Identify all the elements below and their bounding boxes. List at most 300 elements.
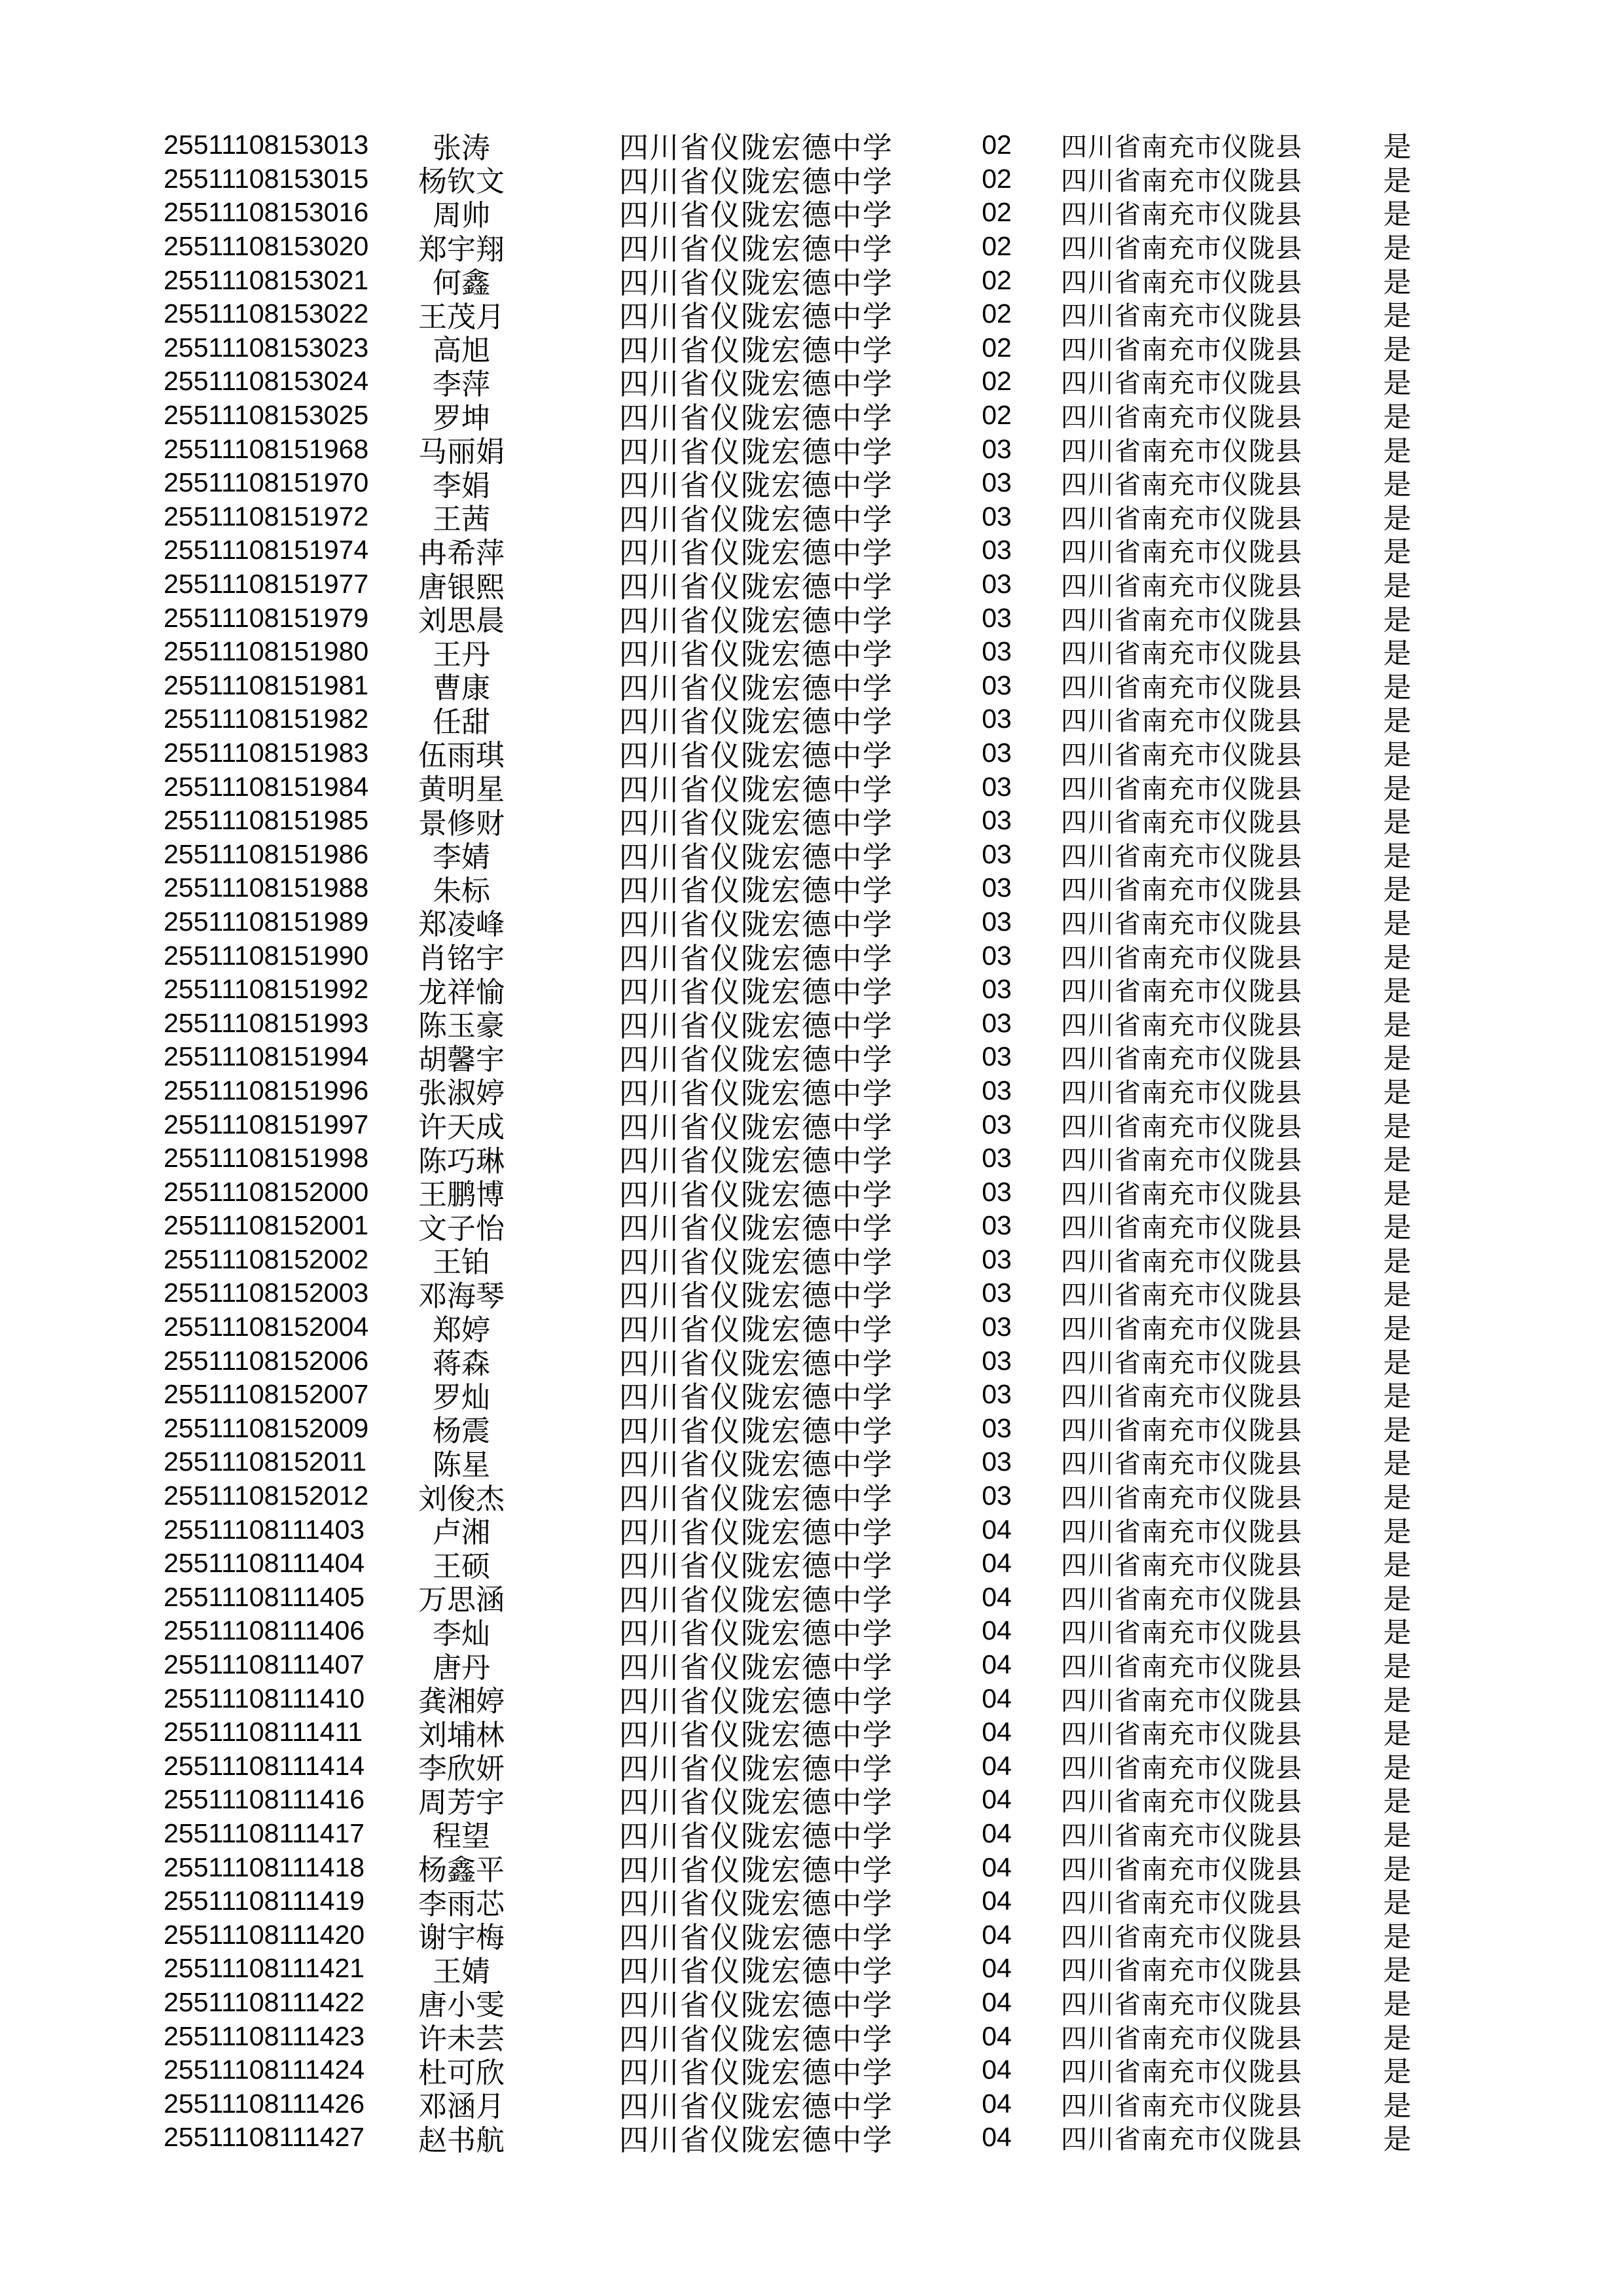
school-cell: 四川省仪陇宏德中学 bbox=[619, 1414, 893, 1448]
table-row bbox=[0, 263, 1623, 300]
school-cell: 四川省仪陇宏德中学 bbox=[619, 571, 893, 604]
exam-id-cell: 25511108151982 bbox=[164, 704, 369, 734]
region-cell: 四川省南充市仪陇县 bbox=[1061, 774, 1302, 804]
region-cell: 四川省南充市仪陇县 bbox=[1061, 1820, 1302, 1850]
exam-id-cell: 25511108151972 bbox=[164, 501, 369, 531]
name-cell: 任甜 bbox=[433, 706, 490, 738]
name-cell: 文子怡 bbox=[418, 1212, 505, 1245]
class-cell: 03 bbox=[982, 1176, 1012, 1207]
school-cell: 四川省仪陇宏德中学 bbox=[619, 1280, 893, 1313]
region-cell: 四川省南充市仪陇县 bbox=[1061, 2057, 1302, 2087]
name-cell: 何鑫 bbox=[433, 267, 490, 300]
name-cell: 陈巧琳 bbox=[418, 1145, 505, 1177]
table-row bbox=[0, 1817, 1623, 1851]
flag-cell: 是 bbox=[1383, 334, 1412, 366]
table-row bbox=[0, 1344, 1623, 1378]
region-cell: 四川省南充市仪陇县 bbox=[1061, 1213, 1302, 1243]
name-cell: 唐银熙 bbox=[418, 571, 505, 603]
table-row bbox=[0, 1918, 1623, 1952]
exam-id-cell: 25511108152011 bbox=[164, 1446, 367, 1477]
table-row bbox=[0, 1006, 1623, 1043]
school-cell: 四川省仪陇宏德中学 bbox=[619, 2124, 893, 2157]
exam-id-cell: 25511108111410 bbox=[164, 1683, 365, 1713]
table-row bbox=[0, 1040, 1623, 1077]
flag-cell: 是 bbox=[1383, 740, 1412, 771]
region-cell: 四川省南充市仪陇县 bbox=[1061, 1044, 1302, 1074]
name-cell: 龚湘婷 bbox=[418, 1685, 505, 1718]
flag-cell: 是 bbox=[1383, 672, 1412, 704]
exam-id-cell: 25511108111422 bbox=[164, 1986, 365, 2017]
name-cell: 王硕 bbox=[433, 1550, 490, 1583]
name-cell: 李雨芯 bbox=[418, 1888, 505, 1920]
school-cell: 四川省仪陇宏德中学 bbox=[619, 1685, 893, 1718]
name-cell: 李娟 bbox=[433, 469, 490, 502]
school-cell: 四川省仪陇宏德中学 bbox=[619, 706, 893, 739]
flag-cell: 是 bbox=[1383, 1111, 1412, 1143]
school-cell: 四川省仪陇宏德中学 bbox=[619, 402, 893, 435]
table-row bbox=[0, 2121, 1623, 2155]
class-cell: 03 bbox=[982, 602, 1012, 633]
exam-id-cell: 25511108151984 bbox=[164, 771, 369, 802]
table-row bbox=[0, 1614, 1623, 1651]
flag-cell: 是 bbox=[1383, 1584, 1412, 1615]
region-cell: 四川省南充市仪陇县 bbox=[1061, 403, 1302, 433]
class-cell: 03 bbox=[982, 1075, 1012, 1105]
class-cell: 03 bbox=[982, 940, 1012, 971]
region-cell: 四川省南充市仪陇县 bbox=[1061, 841, 1302, 871]
flag-cell: 是 bbox=[1383, 1077, 1412, 1109]
school-cell: 四川省仪陇宏德中学 bbox=[619, 908, 893, 941]
exam-id-cell: 25511108151996 bbox=[164, 1075, 369, 1105]
name-cell: 肖铭宇 bbox=[418, 942, 505, 975]
table-row bbox=[0, 533, 1623, 570]
table-row bbox=[0, 1175, 1623, 1209]
region-cell: 四川省南充市仪陇县 bbox=[1061, 1314, 1302, 1344]
table-row bbox=[0, 331, 1623, 365]
school-cell: 四川省仪陇宏德中学 bbox=[619, 739, 893, 772]
class-cell: 02 bbox=[982, 197, 1012, 228]
school-cell: 四川省仪陇宏德中学 bbox=[619, 266, 893, 300]
name-cell: 高旭 bbox=[433, 334, 490, 367]
region-cell: 四川省南充市仪陇县 bbox=[1061, 1854, 1302, 1884]
school-cell: 四川省仪陇宏德中学 bbox=[619, 807, 893, 840]
region-cell: 四川省南充市仪陇县 bbox=[1061, 2125, 1302, 2155]
exam-id-cell: 25511108151993 bbox=[164, 1007, 369, 1038]
name-cell: 许未芸 bbox=[418, 2023, 505, 2056]
exam-id-cell: 25511108152002 bbox=[164, 1244, 369, 1274]
flag-cell: 是 bbox=[1383, 1685, 1412, 1717]
school-cell: 四川省仪陇宏德中学 bbox=[619, 1314, 893, 1347]
name-cell: 陈星 bbox=[433, 1448, 490, 1481]
region-cell: 四川省南充市仪陇县 bbox=[1061, 267, 1302, 297]
region-cell: 四川省南充市仪陇县 bbox=[1061, 740, 1302, 770]
name-cell: 曹康 bbox=[433, 672, 490, 705]
region-cell: 四川省南充市仪陇县 bbox=[1061, 166, 1302, 196]
name-cell: 王铂 bbox=[433, 1246, 490, 1279]
flag-cell: 是 bbox=[1383, 2125, 1412, 2156]
school-cell: 四川省仪陇宏德中学 bbox=[619, 1145, 893, 1178]
name-cell: 刘俊杰 bbox=[418, 1482, 505, 1515]
region-cell: 四川省南充市仪陇县 bbox=[1061, 368, 1302, 399]
exam-id-cell: 25511108111414 bbox=[164, 1750, 365, 1781]
exam-id-cell: 25511108153022 bbox=[164, 298, 369, 329]
class-cell: 03 bbox=[982, 906, 1012, 937]
class-cell: 02 bbox=[982, 130, 1012, 160]
school-cell: 四川省仪陇宏德中学 bbox=[619, 976, 893, 1009]
school-cell: 四川省仪陇宏德中学 bbox=[619, 604, 893, 637]
school-cell: 四川省仪陇宏德中学 bbox=[619, 1516, 893, 1549]
flag-cell: 是 bbox=[1383, 571, 1412, 603]
flag-cell: 是 bbox=[1383, 774, 1412, 805]
exam-id-cell: 25511108153016 bbox=[164, 197, 369, 228]
table-row bbox=[0, 1783, 1623, 1820]
flag-cell: 是 bbox=[1383, 908, 1412, 940]
flag-cell: 是 bbox=[1383, 1787, 1412, 1818]
exam-id-cell: 25511108151988 bbox=[164, 872, 369, 903]
class-cell: 02 bbox=[982, 332, 1012, 363]
school-cell: 四川省仪陇宏德中学 bbox=[619, 199, 893, 232]
table-row bbox=[0, 1749, 1623, 1784]
table-row bbox=[0, 567, 1623, 604]
name-cell: 卢湘 bbox=[433, 1516, 490, 1549]
name-cell: 杜可欣 bbox=[418, 2056, 505, 2089]
school-cell: 四川省仪陇宏德中学 bbox=[619, 1448, 893, 1482]
flag-cell: 是 bbox=[1383, 470, 1412, 501]
flag-cell: 是 bbox=[1383, 436, 1412, 467]
table-row bbox=[0, 128, 1623, 165]
name-cell: 程望 bbox=[433, 1820, 490, 1853]
flag-cell: 是 bbox=[1383, 875, 1412, 906]
name-cell: 郑宇翔 bbox=[418, 233, 505, 266]
school-cell: 四川省仪陇宏德中学 bbox=[619, 1381, 893, 1414]
table-row bbox=[0, 871, 1623, 908]
table-row bbox=[0, 1107, 1623, 1144]
region-cell: 四川省南充市仪陇县 bbox=[1061, 808, 1302, 838]
table-row bbox=[0, 736, 1623, 770]
table-row bbox=[0, 466, 1623, 503]
flag-cell: 是 bbox=[1383, 1719, 1412, 1751]
exam-id-cell: 25511108151977 bbox=[164, 569, 369, 600]
class-cell: 02 bbox=[982, 366, 1012, 397]
table-row bbox=[0, 939, 1623, 973]
name-cell: 龙祥愉 bbox=[418, 976, 505, 1009]
name-cell: 蒋森 bbox=[433, 1348, 490, 1380]
table-body bbox=[0, 128, 1623, 2155]
region-cell: 四川省南充市仪陇县 bbox=[1061, 537, 1302, 567]
flag-cell: 是 bbox=[1383, 1145, 1412, 1177]
class-cell: 04 bbox=[982, 2088, 1012, 2119]
school-cell: 四川省仪陇宏德中学 bbox=[619, 233, 893, 266]
class-cell: 02 bbox=[982, 298, 1012, 329]
region-cell: 四川省南充市仪陇县 bbox=[1061, 470, 1302, 500]
region-cell: 四川省南充市仪陇县 bbox=[1061, 1483, 1302, 1513]
flag-cell: 是 bbox=[1383, 1415, 1412, 1446]
flag-cell: 是 bbox=[1383, 234, 1412, 265]
table-row bbox=[0, 230, 1623, 264]
region-cell: 四川省南充市仪陇县 bbox=[1061, 301, 1302, 331]
table-row bbox=[0, 669, 1623, 703]
table-row bbox=[0, 1884, 1623, 1921]
table-row bbox=[0, 1141, 1623, 1178]
flag-cell: 是 bbox=[1383, 1314, 1412, 1346]
class-cell: 03 bbox=[982, 433, 1012, 464]
table-row bbox=[0, 635, 1623, 672]
exam-id-cell: 25511108153024 bbox=[164, 366, 369, 397]
flag-cell: 是 bbox=[1383, 1854, 1412, 1886]
school-cell: 四川省仪陇宏德中学 bbox=[619, 1583, 893, 1617]
school-cell: 四川省仪陇宏德中学 bbox=[619, 1077, 893, 1110]
flag-cell: 是 bbox=[1383, 1382, 1412, 1413]
table-row bbox=[0, 1986, 1623, 2020]
name-cell: 万思涵 bbox=[418, 1584, 505, 1617]
region-cell: 四川省南充市仪陇县 bbox=[1061, 1618, 1302, 1648]
exam-id-cell: 25511108152006 bbox=[164, 1345, 369, 1376]
name-cell: 郑婷 bbox=[433, 1314, 490, 1346]
name-cell: 郑凌峰 bbox=[418, 908, 505, 941]
region-cell: 四川省南充市仪陇县 bbox=[1061, 1179, 1302, 1209]
exam-id-cell: 25511108111424 bbox=[164, 2054, 365, 2085]
table-row bbox=[0, 1681, 1623, 1718]
name-cell: 胡馨宇 bbox=[418, 1043, 505, 1076]
school-cell: 四川省仪陇宏德中学 bbox=[619, 1820, 893, 1853]
name-cell: 王茂月 bbox=[418, 300, 505, 333]
school-cell: 四川省仪陇宏德中学 bbox=[619, 1111, 893, 1144]
exam-id-cell: 25511108151989 bbox=[164, 906, 369, 937]
flag-cell: 是 bbox=[1383, 977, 1412, 1008]
school-cell: 四川省仪陇宏德中学 bbox=[619, 1854, 893, 1887]
school-cell: 四川省仪陇宏德中学 bbox=[619, 1550, 893, 1583]
class-cell: 04 bbox=[982, 1649, 1012, 1680]
region-cell: 四川省南充市仪陇县 bbox=[1061, 1145, 1302, 1175]
region-cell: 四川省南充市仪陇县 bbox=[1061, 942, 1302, 973]
class-cell: 04 bbox=[982, 1818, 1012, 1848]
class-cell: 03 bbox=[982, 1041, 1012, 1072]
region-cell: 四川省南充市仪陇县 bbox=[1061, 1989, 1302, 2019]
class-cell: 04 bbox=[982, 2054, 1012, 2085]
name-cell: 伍雨琪 bbox=[418, 740, 505, 772]
region-cell: 四川省南充市仪陇县 bbox=[1061, 1652, 1302, 1682]
name-cell: 张淑婷 bbox=[418, 1077, 505, 1110]
exam-id-cell: 25511108152001 bbox=[164, 1210, 369, 1241]
name-cell: 王鹏博 bbox=[418, 1179, 505, 1211]
school-cell: 四川省仪陇宏德中学 bbox=[619, 942, 893, 975]
region-cell: 四川省南充市仪陇县 bbox=[1061, 132, 1302, 162]
table-row bbox=[0, 365, 1623, 399]
name-cell: 李欣妍 bbox=[418, 1753, 505, 1785]
exam-id-cell: 25511108111404 bbox=[164, 1548, 365, 1579]
class-cell: 03 bbox=[982, 1446, 1012, 1477]
flag-cell: 是 bbox=[1383, 841, 1412, 872]
exam-id-cell: 25511108151985 bbox=[164, 805, 369, 836]
name-cell: 杨震 bbox=[433, 1415, 490, 1448]
school-cell: 四川省仪陇宏德中学 bbox=[619, 1651, 893, 1685]
school-cell: 四川省仪陇宏德中学 bbox=[619, 132, 893, 165]
flag-cell: 是 bbox=[1383, 1449, 1412, 1480]
exam-id-cell: 25511108151998 bbox=[164, 1143, 369, 1174]
flag-cell: 是 bbox=[1383, 1280, 1412, 1312]
class-cell: 03 bbox=[982, 1379, 1012, 1410]
flag-cell: 是 bbox=[1383, 1179, 1412, 1210]
class-cell: 02 bbox=[982, 231, 1012, 262]
exam-id-cell: 25511108111423 bbox=[164, 2020, 365, 2051]
name-cell: 刘埔林 bbox=[418, 1719, 505, 1751]
region-cell: 四川省南充市仪陇县 bbox=[1061, 1685, 1302, 1715]
school-cell: 四川省仪陇宏德中学 bbox=[619, 435, 893, 469]
exam-id-cell: 25511108151986 bbox=[164, 838, 369, 869]
exam-id-cell: 25511108111416 bbox=[164, 1784, 365, 1815]
exam-id-cell: 25511108111403 bbox=[164, 1514, 365, 1545]
class-cell: 04 bbox=[982, 1750, 1012, 1781]
class-cell: 03 bbox=[982, 838, 1012, 869]
school-cell: 四川省仪陇宏德中学 bbox=[619, 1347, 893, 1380]
table-row bbox=[0, 1648, 1623, 1685]
exam-id-cell: 25511108152007 bbox=[164, 1379, 369, 1410]
exam-id-cell: 25511108111420 bbox=[164, 1919, 365, 1950]
class-cell: 04 bbox=[982, 1683, 1012, 1713]
region-cell: 四川省南充市仪陇县 bbox=[1061, 1246, 1302, 1276]
class-cell: 03 bbox=[982, 636, 1012, 667]
flag-cell: 是 bbox=[1383, 1010, 1412, 1041]
region-cell: 四川省南充市仪陇县 bbox=[1061, 672, 1302, 702]
region-cell: 四川省南充市仪陇县 bbox=[1061, 1010, 1302, 1040]
region-cell: 四川省南充市仪陇县 bbox=[1061, 1888, 1302, 1918]
table-row bbox=[0, 2053, 1623, 2090]
table-row bbox=[0, 1479, 1623, 1516]
school-cell: 四川省仪陇宏德中学 bbox=[619, 165, 893, 198]
school-cell: 四川省仪陇宏德中学 bbox=[619, 300, 893, 334]
table-row bbox=[0, 601, 1623, 635]
flag-cell: 是 bbox=[1383, 1246, 1412, 1278]
class-cell: 02 bbox=[982, 400, 1012, 431]
class-cell: 03 bbox=[982, 1412, 1012, 1443]
exam-id-cell: 25511108151970 bbox=[164, 467, 369, 498]
region-cell: 四川省南充市仪陇县 bbox=[1061, 1551, 1302, 1581]
flag-cell: 是 bbox=[1383, 200, 1412, 231]
flag-cell: 是 bbox=[1383, 403, 1412, 434]
table-row bbox=[0, 500, 1623, 534]
region-cell: 四川省南充市仪陇县 bbox=[1061, 1077, 1302, 1107]
table-row bbox=[0, 1276, 1623, 1313]
name-cell: 唐小雯 bbox=[418, 1989, 505, 2022]
region-cell: 四川省南充市仪陇县 bbox=[1061, 1280, 1302, 1310]
class-cell: 04 bbox=[982, 2020, 1012, 2051]
table-row bbox=[0, 196, 1623, 230]
name-cell: 马丽娟 bbox=[418, 436, 505, 469]
class-cell: 03 bbox=[982, 805, 1012, 836]
region-cell: 四川省南充市仪陇县 bbox=[1061, 436, 1302, 466]
school-cell: 四川省仪陇宏德中学 bbox=[619, 874, 893, 908]
exam-id-cell: 25511108151997 bbox=[164, 1109, 369, 1139]
school-cell: 四川省仪陇宏德中学 bbox=[619, 2056, 893, 2090]
name-cell: 谢宇梅 bbox=[418, 1922, 505, 1954]
flag-cell: 是 bbox=[1383, 1551, 1412, 1582]
school-cell: 四川省仪陇宏德中学 bbox=[619, 672, 893, 705]
flag-cell: 是 bbox=[1383, 706, 1412, 738]
region-cell: 四川省南充市仪陇县 bbox=[1061, 1719, 1302, 1749]
region-cell: 四川省南充市仪陇县 bbox=[1061, 908, 1302, 939]
flag-cell: 是 bbox=[1383, 1956, 1412, 1987]
name-cell: 景修财 bbox=[418, 807, 505, 840]
school-cell: 四川省仪陇宏德中学 bbox=[619, 469, 893, 503]
region-cell: 四川省南充市仪陇县 bbox=[1061, 1753, 1302, 1783]
table-row bbox=[0, 804, 1623, 838]
exam-id-cell: 25511108111419 bbox=[164, 1886, 365, 1916]
exam-id-cell: 25511108111407 bbox=[164, 1649, 365, 1680]
flag-cell: 是 bbox=[1383, 1652, 1412, 1683]
name-cell: 王丹 bbox=[433, 638, 490, 671]
exam-id-cell: 25511108151990 bbox=[164, 940, 369, 971]
class-cell: 04 bbox=[982, 1919, 1012, 1950]
table-row bbox=[0, 1547, 1623, 1581]
name-cell: 杨钦文 bbox=[418, 166, 505, 198]
name-cell: 邓涵月 bbox=[418, 2090, 505, 2123]
name-cell: 王婧 bbox=[433, 1955, 490, 1988]
class-cell: 03 bbox=[982, 1345, 1012, 1376]
class-cell: 04 bbox=[982, 1717, 1012, 1748]
exam-id-cell: 25511108153013 bbox=[164, 130, 369, 160]
region-cell: 四川省南充市仪陇县 bbox=[1061, 1348, 1302, 1378]
region-cell: 四川省南充市仪陇县 bbox=[1061, 334, 1302, 365]
exam-id-cell: 25511108111418 bbox=[164, 1852, 365, 1882]
flag-cell: 是 bbox=[1383, 2023, 1412, 2054]
flag-cell: 是 bbox=[1383, 166, 1412, 197]
school-cell: 四川省仪陇宏德中学 bbox=[619, 537, 893, 570]
exam-id-cell: 25511108151979 bbox=[164, 602, 369, 633]
exam-id-cell: 25511108111417 bbox=[164, 1818, 365, 1848]
exam-id-cell: 25511108152003 bbox=[164, 1278, 369, 1308]
region-cell: 四川省南充市仪陇县 bbox=[1061, 1382, 1302, 1412]
exam-id-cell: 25511108111421 bbox=[164, 1953, 365, 1984]
class-cell: 02 bbox=[982, 264, 1012, 295]
flag-cell: 是 bbox=[1383, 942, 1412, 974]
region-cell: 四川省南充市仪陇县 bbox=[1061, 605, 1302, 635]
school-cell: 四川省仪陇宏德中学 bbox=[619, 1212, 893, 1246]
school-cell: 四川省仪陇宏德中学 bbox=[619, 2022, 893, 2056]
class-cell: 03 bbox=[982, 1143, 1012, 1174]
school-cell: 四川省仪陇宏德中学 bbox=[619, 1955, 893, 1988]
name-cell: 陈玉豪 bbox=[418, 1010, 505, 1043]
class-cell: 03 bbox=[982, 1007, 1012, 1038]
name-cell: 杨鑫平 bbox=[418, 1854, 505, 1887]
table-row bbox=[0, 2019, 1623, 2056]
table-row bbox=[0, 702, 1623, 739]
exam-id-cell: 25511108152009 bbox=[164, 1412, 369, 1443]
exam-id-cell: 25511108151981 bbox=[164, 670, 369, 700]
table-row bbox=[0, 1513, 1623, 1547]
school-cell: 四川省仪陇宏德中学 bbox=[619, 1752, 893, 1785]
class-cell: 03 bbox=[982, 737, 1012, 768]
region-cell: 四川省南充市仪陇县 bbox=[1061, 1956, 1302, 1986]
school-cell: 四川省仪陇宏德中学 bbox=[619, 1888, 893, 1921]
school-cell: 四川省仪陇宏德中学 bbox=[619, 1009, 893, 1043]
table-row bbox=[0, 1209, 1623, 1246]
class-cell: 04 bbox=[982, 1581, 1012, 1612]
flag-cell: 是 bbox=[1383, 267, 1412, 298]
school-cell: 四川省仪陇宏德中学 bbox=[619, 638, 893, 672]
exam-id-cell: 25511108151983 bbox=[164, 737, 369, 768]
school-cell: 四川省仪陇宏德中学 bbox=[619, 1482, 893, 1516]
class-cell: 03 bbox=[982, 569, 1012, 600]
region-cell: 四川省南充市仪陇县 bbox=[1061, 875, 1302, 905]
class-cell: 03 bbox=[982, 1312, 1012, 1342]
exam-id-cell: 25511108111426 bbox=[164, 2088, 365, 2119]
class-cell: 03 bbox=[982, 704, 1012, 734]
region-cell: 四川省南充市仪陇县 bbox=[1061, 200, 1302, 230]
region-cell: 四川省南充市仪陇县 bbox=[1061, 1584, 1302, 1614]
flag-cell: 是 bbox=[1383, 1516, 1412, 1548]
region-cell: 四川省南充市仪陇县 bbox=[1061, 2023, 1302, 2053]
table-row bbox=[0, 162, 1623, 196]
